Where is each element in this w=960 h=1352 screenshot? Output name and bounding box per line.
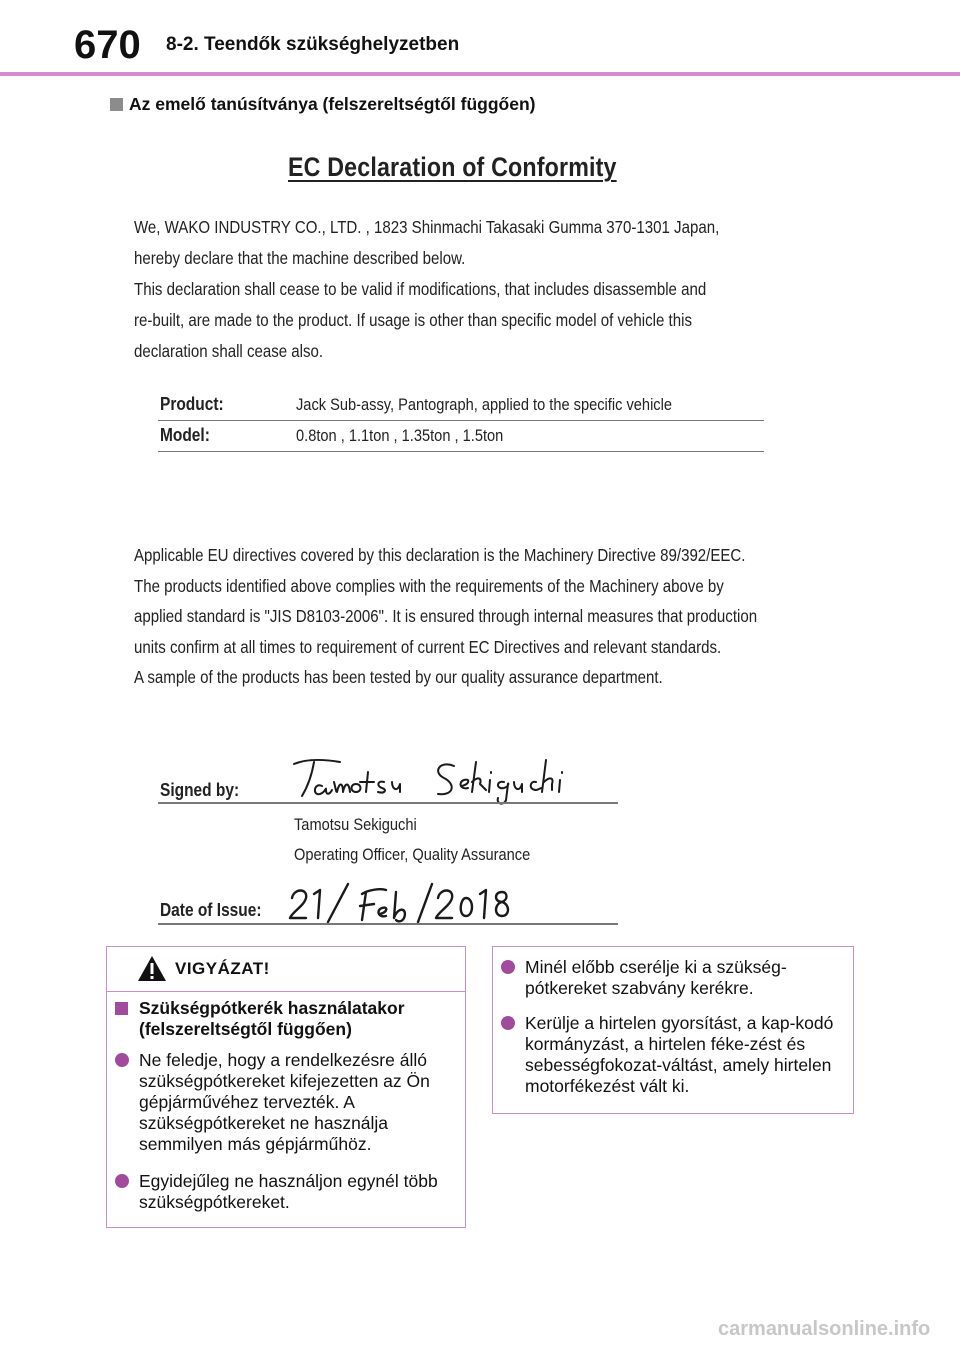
caution-content — [107, 998, 465, 1213]
certificate-body — [134, 540, 839, 693]
round-bullet-icon — [501, 960, 515, 974]
caution-box — [106, 946, 466, 1228]
intro-line: This declaration shall cease to be valid if modifications, that includes disassemble and — [134, 279, 707, 299]
caution-bullet — [115, 1050, 451, 1155]
signer-name: Tamotsu Sekiguchi — [294, 815, 417, 834]
square-bullet-icon — [115, 1002, 128, 1015]
model-label: Model: — [160, 425, 210, 445]
bullet-text: Ne feledje, hogy a rendelkezésre álló szükségpótkereket kifejezetten az Ön gépjárművéhez tervezték. A szükségpótkereket ne használja semmilyen más gépjárműhöz. — [139, 1050, 430, 1154]
bullet-text: Minél előbb cserélje ki a szükség-pótkereket szabvány kerékre. — [525, 957, 787, 998]
warning-triangle-icon — [137, 955, 167, 982]
handwritten-date — [286, 880, 516, 924]
round-bullet-icon — [115, 1174, 129, 1188]
body-line: A sample of the products has been tested by our quality assurance department. — [134, 667, 663, 687]
signer-title: Operating Officer, Quality Assurance — [294, 845, 531, 864]
product-label: Product: — [160, 394, 224, 414]
caution-box-continued — [492, 946, 854, 1114]
certificate-title: EC Declaration of Conformity — [288, 152, 617, 182]
product-spec-table — [158, 390, 764, 452]
intro-line: declaration shall cease also. — [134, 341, 324, 361]
signer-info — [294, 810, 530, 870]
round-bullet-icon — [501, 1016, 515, 1030]
square-bullet-icon — [110, 98, 123, 111]
intro-line: We, WAKO INDUSTRY CO., LTD. , 1823 Shinmachi Takasaki Gumma 370-1301 Japan, — [134, 217, 720, 237]
intro-line: hereby declare that the machine described below. — [134, 248, 466, 268]
signed-by-label: Signed by: — [160, 780, 240, 800]
body-line: applied standard is "JIS D8103-2006". It is ensured through internal measures that production — [134, 606, 758, 626]
certificate-intro — [134, 212, 805, 367]
model-row — [158, 421, 764, 452]
product-value: Jack Sub-assy, Pantograph, applied to the specific vehicle — [296, 395, 673, 414]
handwritten-signature — [288, 752, 578, 808]
ec-declaration-certificate — [130, 140, 850, 940]
page-number: 670 — [74, 23, 141, 67]
watermark: carmanualsonline.info — [718, 1318, 931, 1340]
caution-bullet — [115, 1171, 451, 1213]
product-row — [158, 390, 764, 421]
body-line: Applicable EU directives covered by this declaration is the Machinery Directive 89/392/EEC. — [134, 545, 746, 565]
body-line: The products identified above complies with the requirements of the Machinery above by — [134, 575, 724, 596]
caution-header — [107, 947, 465, 992]
caution-content-continued — [493, 947, 853, 1097]
intro-line: re-built, are made to the product. If usage is other than specific model of vehicle this — [134, 310, 692, 330]
date-of-issue-label: Date of Issue: — [160, 900, 262, 920]
caution-title: VIGYÁZAT! — [175, 959, 270, 978]
section-heading-text: Az emelő tanúsítványa (felszereltségtől függően) — [129, 94, 536, 114]
date-line — [158, 923, 618, 925]
header-rule — [0, 72, 960, 76]
caution-bullet — [501, 1013, 839, 1097]
caution-subheading-text: Szükségpótkerék használatakor (felszereltségtől függően) — [139, 998, 405, 1039]
round-bullet-icon — [115, 1053, 129, 1067]
section-heading — [110, 93, 535, 115]
bullet-text: Egyidejűleg ne használjon egynél több szükségpótkereket. — [139, 1171, 438, 1212]
chapter-title: 8-2. Teendők szükséghelyzetben — [166, 34, 460, 55]
model-value: 0.8ton , 1.1ton , 1.35ton , 1.5ton — [296, 426, 504, 445]
bullet-text: Kerülje a hirtelen gyorsítást, a kap-kodó kormányzást, a hirtelen féke-zést és sebességfokozat-váltást, amely hirtelen motorfékezést vált ki. — [525, 1013, 834, 1096]
body-line: units confirm at all times to requirement of current EC Directives and relevant standards. — [134, 636, 722, 657]
caution-subheading — [115, 998, 451, 1040]
signature-line — [158, 802, 618, 804]
caution-bullet — [501, 957, 839, 999]
